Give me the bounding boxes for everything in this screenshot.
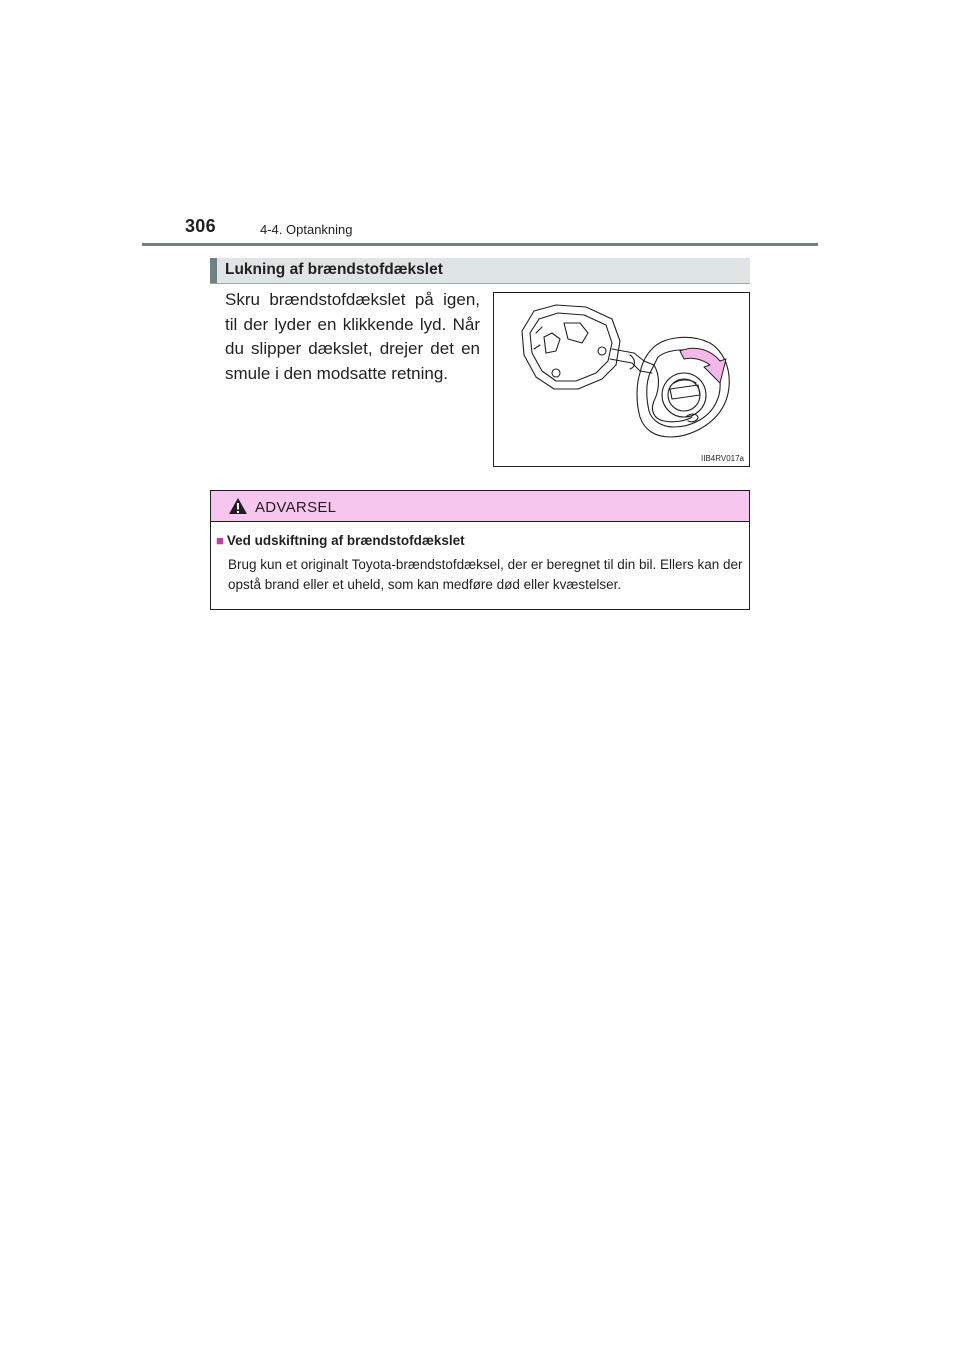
warning-box	[210, 490, 750, 610]
bullet-square-icon: ■	[216, 533, 224, 548]
figure-code: IIB4RV017a	[701, 454, 744, 463]
rotation-arrow	[680, 348, 726, 383]
page-number: 306	[185, 216, 216, 236]
warning-title: ADVARSEL	[255, 499, 337, 516]
chapter-title: 4-4. Optankning	[260, 222, 353, 237]
warning-item-title-text: Ved udskiftning af brændstofdækslet	[226, 533, 465, 548]
section-body-text: Skru brændstofdækslet på igen, til der lyder en klikkende lyd. Når du slipper dækslet, drejer det en smule i den modsatte retning.	[225, 290, 480, 383]
header-divider	[142, 243, 818, 246]
warning-item-title	[216, 533, 465, 548]
section-heading-text: Lukning af brændstofdækslet	[225, 261, 443, 278]
warning-triangle-icon	[228, 497, 248, 515]
fuel-cap-illustration	[493, 292, 750, 467]
fuel-cap-drawing	[494, 293, 749, 466]
section-heading	[210, 258, 750, 284]
warning-item-text: Brug kun et originalt Toyota-brændstofdæksel, der er beregnet til din bil. Ellers kan der opstå brand eller et uheld, som kan medføre død eller kvæstelser.	[228, 557, 743, 592]
section-accent-bar	[210, 258, 217, 283]
warning-header	[211, 491, 749, 522]
